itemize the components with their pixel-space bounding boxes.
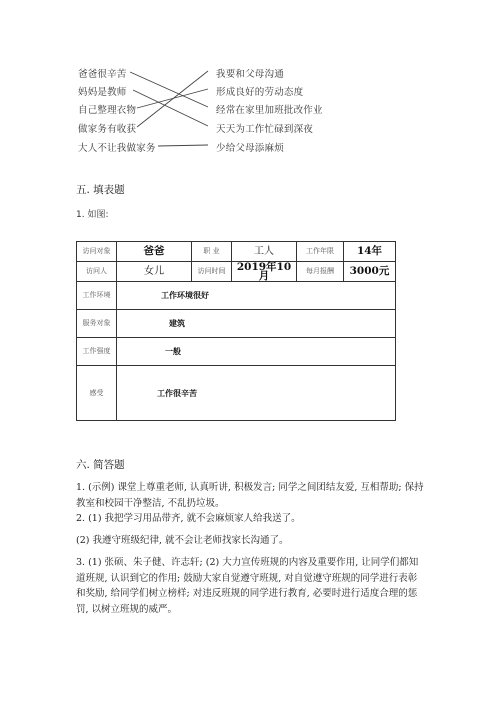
value-monthly-pay: 3000元 <box>344 262 396 282</box>
label-occupation: 职 业 <box>192 242 232 262</box>
label-interviewee: 访问对象 <box>77 242 117 262</box>
section-6-title: 六. 简答题 <box>76 459 125 471</box>
answer-2-part-1: 2. (1) 我把学习用品带齐, 就不会麻烦家人给我送了。 <box>76 513 301 524</box>
match-line-2 <box>133 90 208 126</box>
label-work-intensity: 工作强度 <box>77 338 117 366</box>
value-service-target: 建筑 <box>117 310 396 338</box>
answer-3: 3. (1) 张硕、朱子健、许志轩; (2) 大力宣传班规的内容及重要作用, 让同学们都知道班规, 认识到它的作用; 鼓励大家自觉遵守班规, 对自觉遵守班规的同学进行表彰和奖励, 给同学们树立榜样; 对违反班规的同学进行教育, 必要时进行适度合理的惩罚, 以树立班规的威严。 <box>76 557 419 615</box>
label-service-target: 服务对象 <box>77 310 117 338</box>
right-item-1: 我要和父母沟通 <box>216 69 284 80</box>
table-row <box>77 282 396 310</box>
interview-table <box>76 241 396 421</box>
label-feeling: 感受 <box>77 366 117 421</box>
label-work-years: 工作年限 <box>297 242 344 262</box>
value-interviewer: 女儿 <box>117 262 192 282</box>
right-item-2: 形成良好的劳动态度 <box>216 87 304 98</box>
left-item-4: 做家务有收获 <box>78 124 137 135</box>
table-row <box>77 366 396 421</box>
right-item-5: 少给父母添麻烦 <box>216 143 284 154</box>
left-item-5: 大人不让我做家务 <box>78 143 156 154</box>
value-visit-time: 2019年10月 <box>232 262 297 282</box>
right-item-3: 经常在家里加班批改作业 <box>216 105 323 116</box>
left-item-3: 自己整理衣物 <box>78 105 137 116</box>
value-interviewee: 爸爸 <box>117 242 192 262</box>
answer-1: 1. (示例) 课堂上尊重老师, 认真听讲, 积极发言; 同学之间团结友爱, 互相帮助; 保持教室和校园干净整洁, 不乱扔垃圾。 <box>76 482 424 509</box>
value-occupation: 工人 <box>232 242 297 262</box>
table-row <box>77 242 396 262</box>
table-row <box>77 310 396 338</box>
label-interviewer: 访问人 <box>77 262 117 282</box>
label-work-environment: 工作环境 <box>77 282 117 310</box>
left-item-1: 爸爸很辛苦 <box>78 69 127 80</box>
label-visit-time: 访问时间 <box>192 262 232 282</box>
right-item-4: 天天为工作忙碌到深夜 <box>216 124 314 135</box>
value-feeling: 工作很辛苦 <box>117 366 396 421</box>
table-row <box>77 338 396 366</box>
label-monthly-pay: 每月报酬 <box>297 262 344 282</box>
match-line-4 <box>137 71 208 127</box>
value-work-environment: 工作环境很好 <box>117 282 396 310</box>
table-row <box>77 262 396 282</box>
left-item-2: 妈妈是教师 <box>78 87 127 98</box>
value-work-years: 14年 <box>344 242 396 262</box>
match-line-5 <box>158 145 208 146</box>
answer-2-part-2: (2) 我遵守班级纪律, 就不会让老师找家长沟通了。 <box>76 535 289 546</box>
question-1-label: 1. 如图: <box>76 210 109 220</box>
value-work-intensity: 一般 <box>117 338 396 366</box>
section-5-title: 五. 填表题 <box>76 184 125 196</box>
matching-lines <box>0 0 500 170</box>
